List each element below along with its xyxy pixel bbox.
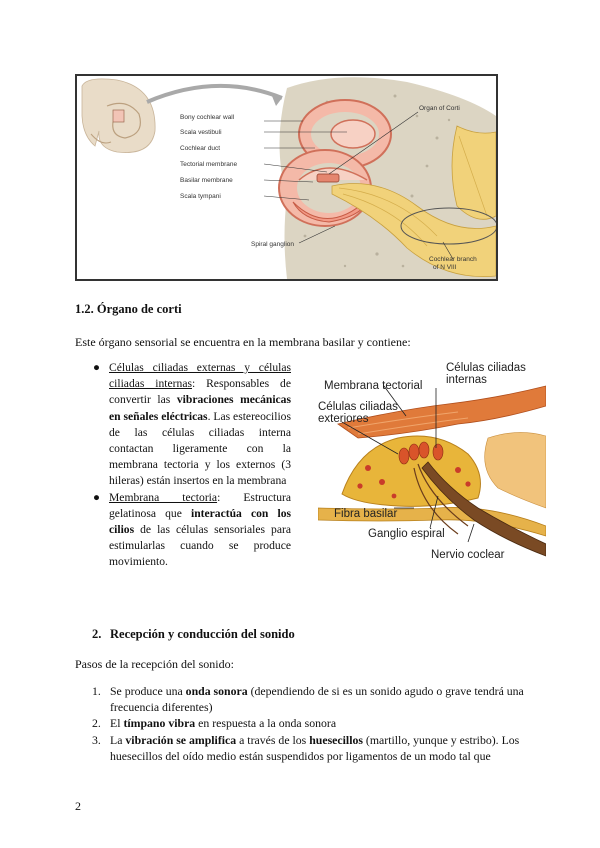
label-ganglio-espiral: Ganglio espiral [368,528,445,540]
label-celulas-internas-line2: internas [446,374,487,386]
label-spiral-ganglion: Spiral ganglion [251,241,295,248]
bullet1-text-b: . Las estereocilios de las células ciliadas interna contactan ligeramente con la membrana tectoria y los externos (3 hileras) están insertos en la membrana [109,409,291,488]
label-bony-wall: Bony cochlear wall [180,114,235,121]
list-item-number: 1. [92,684,101,698]
label-scala-vestibuli: Scala vestibuli [180,129,222,136]
bullet2-text-a: : Estructura gelatinosa que [109,490,291,520]
bullet-item-celulas-ciliadas [93,360,291,490]
item3-text-a: La [110,732,126,747]
bullet-dot: ● [93,361,101,374]
numbered-list [92,683,532,764]
organ-of-corti-figure [318,358,546,570]
cochlea-cross-section-figure [75,74,498,281]
list-item [92,683,532,715]
bullet-list [93,360,291,571]
label-fibra-basilar: Fibra basilar [334,508,398,520]
item2-bold: tímpano vibra [123,716,196,731]
section-intro: Este órgano sensorial se encuentra en la membrana basilar y contiene: [75,335,411,349]
bullet-dot: ● [93,490,101,504]
item1-text-a: Se produce una [110,684,186,698]
label-nervio-coclear: Nervio coclear [431,549,505,561]
page-number: 2 [75,799,81,813]
label-celulas-internas-line1: Células ciliadas [446,362,526,374]
item3-text-c: (martillo, yunque y estribo). Los huesecillos del oído medio están suspendidos por ligamentos de un modo tal que [110,732,520,763]
section-2-number: 2. [92,627,102,641]
label-scala-tympani: Scala tympani [180,193,221,200]
label-cochlear-branch-line1: Cochlear branch [429,256,477,263]
zoom-arrow [147,86,282,102]
bullet-item-membrana-tectoria [93,490,291,571]
term-membrana-tectoria: Membrana tectoria [109,490,218,504]
list-item-number: 2. [92,716,101,731]
item1-bold: onda sonora [185,684,248,698]
cochlea-thumbnail [82,79,155,153]
section-2-intro: Pasos de la recepción del sonido: [75,657,234,671]
term-celulas-ciliadas: Células ciliadas externas y células ciliadas internas [109,361,291,391]
label-membrana-tectorial: Membrana tectorial [324,380,423,392]
list-item-number: 3. [92,732,101,747]
label-celulas-exteriores-line1: Células ciliadas [318,401,398,413]
item3-bold-a: vibración se amplifica [125,732,237,747]
bullet1-bold: vibraciones mecánicas en señales eléctricas [109,393,291,423]
cochlea-illustration [77,76,496,279]
label-basilar-membrane: Basilar membrane [180,177,233,184]
bullet1-text-a: : Responsables de convertir las [109,377,291,407]
section-heading-organo-corti: 1.2. Órgano de corti [75,302,182,316]
bullet2-text-b: de las células sensoriales para estimularlas cuando se produce movimiento. [109,523,291,569]
organ-of-corti-illustration [318,358,546,570]
list-item [92,715,532,731]
item2-text-a: El [110,716,124,731]
list-item [92,732,532,764]
item2-text-b: en respuesta a la onda sonora [195,716,337,731]
label-organ-of-corti: Organ of Corti [419,105,460,112]
label-tectorial-membrane: Tectorial membrane [180,161,238,168]
section-heading-recepcion: Recepción y conducción del sonido [110,627,295,641]
item3-bold-b: huesecillos [309,732,363,747]
label-celulas-exteriores-line2: exteriores [318,413,369,425]
item3-text-b: a través de los [236,732,310,747]
bullet2-bold: interactúa con los cilios [109,506,292,537]
label-cochlear-duct: Cochlear duct [180,145,221,152]
label-cochlear-branch-line2: of N VIII [433,264,457,271]
item1-text-b: (dependiendo de si es un sonido agudo o grave tendrá una frecuencia diferentes) [110,684,524,715]
